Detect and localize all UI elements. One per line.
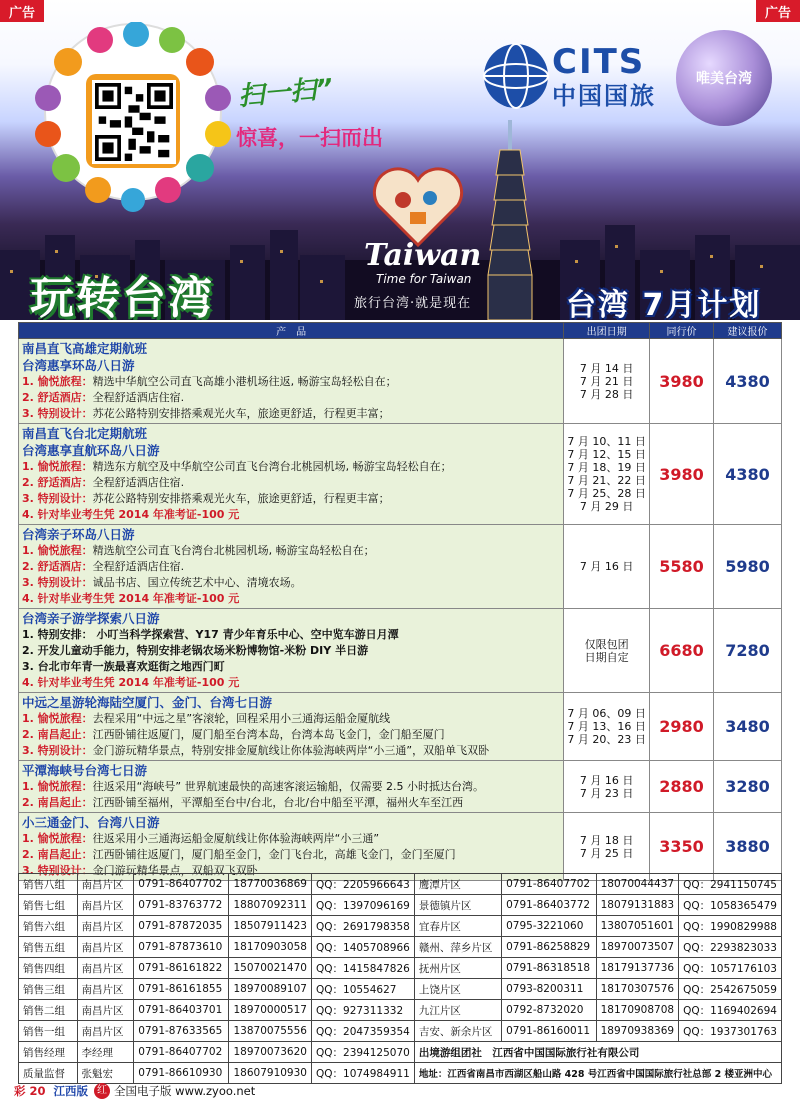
contact-cell: 0791-86403772	[502, 895, 596, 916]
product-detail	[22, 406, 560, 422]
contact-cell: 13870075556	[229, 1021, 312, 1042]
product-cell	[19, 609, 564, 693]
product-cell	[19, 761, 564, 813]
contact-cell: QQ：1405708966	[311, 937, 414, 958]
product-title: 南昌直飞台北定期航班	[22, 426, 148, 441]
contact-cell: 销售二组	[19, 1000, 78, 1021]
contact-cell: 鹰潭片区	[414, 874, 501, 895]
contact-cell: QQ：1169402694	[679, 1000, 782, 1021]
detail-text: 精选中华航空公司直飞高雄小港机场往返, 畅游宝岛轻松自在；	[92, 375, 397, 388]
july-plan-title: 台湾 7月计划	[566, 288, 762, 320]
contact-cell: 南昌片区	[77, 916, 134, 937]
manager-row	[19, 1063, 782, 1084]
qr-code[interactable]	[92, 80, 176, 164]
contact-table	[18, 873, 782, 1084]
departure-dates	[564, 761, 650, 813]
edition-label: 江西版	[53, 1084, 89, 1098]
peer-price: 5580	[650, 525, 714, 609]
header-product: 产 品	[19, 323, 564, 339]
detail-label: 2. 南昌起止：	[22, 728, 93, 741]
product-detail	[22, 847, 560, 863]
departure-date: 7 月 16 日	[579, 560, 634, 573]
product-cell	[19, 525, 564, 609]
detail-text: 精选航空公司直飞台湾台北桃园机场, 畅游宝岛轻松自在；	[92, 544, 375, 557]
publication-logo: 红	[94, 1083, 110, 1099]
detail-text: 金门游玩精华景点，特别安排金厦航线让你体验海峡两岸“小三通”，双船单飞双卧	[92, 744, 490, 757]
ad-tag-right: 广告	[756, 0, 800, 22]
detail-text: 苏花公路特别安排搭乘观光火车，旅途更舒适，行程更丰富；	[92, 407, 390, 420]
product-detail	[22, 795, 560, 811]
detail-label: 2. 舒适酒店：	[22, 391, 93, 404]
product-detail	[22, 743, 560, 759]
manager-cell: 质量监督	[19, 1063, 78, 1084]
product-title: 台湾惠享直航环岛八日游	[22, 443, 160, 458]
product-cell	[19, 693, 564, 761]
peer-price: 3980	[650, 339, 714, 424]
detail-label: 3. 特别设计：	[22, 492, 93, 505]
contact-cell: 吉安、新余片区	[414, 1021, 501, 1042]
product-row	[19, 424, 782, 525]
agency-name: 出境游组团社 江西省中国国际旅行社有限公司	[414, 1042, 781, 1063]
taiwan-tagline: Time for Taiwan	[376, 272, 472, 286]
product-title: 中远之星游轮海陆空厦门、金门、台湾七日游	[22, 695, 273, 710]
manager-cell: QQ：2394125070	[311, 1042, 414, 1063]
contact-cell: 15070021470	[229, 958, 312, 979]
contact-cell: 销售五组	[19, 937, 78, 958]
product-detail	[22, 659, 560, 675]
hero-banner	[0, 0, 800, 320]
contact-cell: 销售八组	[19, 874, 78, 895]
departure-dates	[564, 813, 650, 881]
contact-cell: QQ：1058365479	[679, 895, 782, 916]
beautiful-taiwan-badge: 唯美台湾	[676, 30, 772, 126]
contact-cell: 18179137736	[596, 958, 679, 979]
product-detail	[22, 575, 560, 591]
contact-cell: 0793-8200311	[502, 979, 596, 1000]
manager-cell: 18970073620	[229, 1042, 312, 1063]
agency-address: 地址：江西省南昌市西湖区船山路 428 号江西省中国国际旅行社总部 2 楼亚洲中心	[414, 1063, 781, 1084]
contact-cell: QQ：1057176103	[679, 958, 782, 979]
contact-cell: 抚州片区	[414, 958, 501, 979]
contact-cell: 0791-87873610	[134, 937, 229, 958]
contact-cell: 销售一组	[19, 1021, 78, 1042]
product-detail	[22, 727, 560, 743]
taipei-101-tower	[480, 120, 540, 320]
contact-cell: 18079131883	[596, 895, 679, 916]
detail-text: 江西卧铺往返厦门，厦门船至金门，金门飞台北，高雄飞金门，金门至厦门	[92, 848, 456, 861]
contact-cell: QQ：1937301763	[679, 1021, 782, 1042]
detail-text: 全程舒适酒店住宿.	[92, 476, 185, 489]
manager-cell: 张魁宏	[77, 1063, 134, 1084]
contact-cell: QQ：2047359354	[311, 1021, 414, 1042]
manager-cell: 18607910930	[229, 1063, 312, 1084]
contact-cell: QQ：927311332	[311, 1000, 414, 1021]
contact-cell: 南昌片区	[77, 958, 134, 979]
contact-cell: 销售四组	[19, 958, 78, 979]
contact-cell: QQ：1990829988	[679, 916, 782, 937]
manager-cell: 0791-86610930	[134, 1063, 229, 1084]
manager-cell: 李经理	[77, 1042, 134, 1063]
taiwan-heart-icon	[368, 160, 468, 250]
product-row	[19, 761, 782, 813]
suggested-price: 5980	[714, 525, 782, 609]
detail-label: 1. 愉悦旅程：	[22, 712, 93, 725]
detail-text: 金门游玩精华景点，双船双飞双卧	[92, 864, 258, 877]
suggested-price: 7280	[714, 609, 782, 693]
departure-date: 仅限包团	[584, 637, 629, 651]
departure-dates	[564, 525, 650, 609]
suggested-price: 3280	[714, 761, 782, 813]
detail-label: 4. 针对毕业考生凭 2014 年准考证-100 元	[22, 676, 240, 689]
contact-cell: 18970000517	[229, 1000, 312, 1021]
contact-cell: 0792-8732020	[502, 1000, 596, 1021]
detail-label: 2. 南昌起止：	[22, 848, 93, 861]
contact-cell: 18507911423	[229, 916, 312, 937]
contact-row	[19, 958, 782, 979]
contact-cell: 销售三组	[19, 979, 78, 1000]
detail-text: 全程舒适酒店住宿.	[92, 391, 185, 404]
contact-cell: 18170908708	[596, 1000, 679, 1021]
product-title: 小三通金门、台湾八日游	[22, 815, 160, 830]
detail-label: 3. 特别设计：	[22, 864, 93, 877]
detail-text: 往返采用“海峡号” 世界航速最快的高速客滚运输船，仅需要 2.5 小时抵达台湾。	[92, 780, 485, 793]
contact-cell: 13807051601	[596, 916, 679, 937]
page-number: 彩 20	[14, 1084, 46, 1098]
detail-text: 诚品书店、国立传统艺术中心、清境农场。	[92, 576, 302, 589]
contact-cell: 南昌片区	[77, 937, 134, 958]
product-title: 南昌直飞高雄定期航班	[22, 341, 148, 356]
peer-price: 2980	[650, 693, 714, 761]
header-date: 出团日期	[564, 323, 650, 339]
product-detail	[22, 675, 560, 691]
detail-text: 全程舒适酒店住宿.	[92, 560, 185, 573]
taiwan-wordmark: Taiwan	[364, 238, 482, 273]
contact-cell: 销售六组	[19, 916, 78, 937]
contact-cell: 九江片区	[414, 1000, 501, 1021]
product-cell	[19, 339, 564, 424]
header-peer-price: 同行价	[650, 323, 714, 339]
detail-label: 1. 愉悦旅程：	[22, 780, 93, 793]
product-title: 台湾亲子游学探索八日游	[22, 611, 160, 626]
product-table-header	[19, 323, 782, 339]
cits-logo-cn: 中国国旅	[552, 82, 656, 110]
product-cell	[19, 424, 564, 525]
manager-cell: QQ：1074984911	[311, 1063, 414, 1084]
contact-cell: 南昌片区	[77, 874, 134, 895]
contact-cell: 景德镇片区	[414, 895, 501, 916]
detail-label: 1. 愉悦旅程：	[22, 544, 93, 557]
contact-cell: 0795-3221060	[502, 916, 596, 937]
contact-cell: 0791-86161855	[134, 979, 229, 1000]
detail-label: 4. 针对毕业考生凭 2014 年准考证-100 元	[22, 508, 240, 521]
contact-row	[19, 895, 782, 916]
header-suggested-price: 建议报价	[714, 323, 782, 339]
product-row	[19, 339, 782, 424]
product-detail	[22, 390, 560, 406]
contact-cell: 销售七组	[19, 895, 78, 916]
departure-date: 7 月 25、28 日	[567, 487, 646, 500]
detail-label: 3. 特别设计：	[22, 407, 93, 420]
product-detail	[22, 779, 560, 795]
product-title: 台湾惠享环岛八日游	[22, 358, 135, 373]
product-row	[19, 813, 782, 881]
peer-price: 6680	[650, 609, 714, 693]
peer-price: 2880	[650, 761, 714, 813]
manager-cell: 0791-86407702	[134, 1042, 229, 1063]
detail-label: 1. 愉悦旅程：	[22, 460, 93, 473]
product-detail	[22, 591, 560, 607]
product-detail	[22, 459, 560, 475]
product-detail	[22, 507, 560, 523]
contact-row	[19, 937, 782, 958]
contact-row	[19, 979, 782, 1000]
departure-date: 7 月 16 日	[579, 773, 634, 787]
contact-cell: QQ：2941150745	[679, 874, 782, 895]
detail-label: 2. 舒适酒店：	[22, 560, 93, 573]
contact-cell: 南昌片区	[77, 895, 134, 916]
product-row	[19, 693, 782, 761]
manager-cell: 销售经理	[19, 1042, 78, 1063]
contact-row	[19, 874, 782, 895]
departure-date: 7 月 14 日	[579, 361, 634, 375]
manager-row	[19, 1042, 782, 1063]
departure-date: 7 月 18 日	[579, 833, 634, 847]
product-cell	[19, 813, 564, 881]
departure-date: 7 月 20、23 日	[567, 733, 646, 746]
contact-cell: 18807092311	[229, 895, 312, 916]
product-detail	[22, 831, 560, 847]
contact-cell: 18170307576	[596, 979, 679, 1000]
contact-row	[19, 1021, 782, 1042]
product-detail	[22, 559, 560, 575]
contact-cell: QQ：2205966643	[311, 874, 414, 895]
departure-date: 7 月 13、16 日	[567, 720, 646, 733]
contact-cell: 0791-86161822	[134, 958, 229, 979]
departure-dates	[564, 339, 650, 424]
contact-cell: 南昌片区	[77, 1021, 134, 1042]
contact-cell: 18070044437	[596, 874, 679, 895]
detail-text: 精选东方航空及中华航空公司直飞台湾台北桃园机场, 畅游宝岛轻松自在；	[92, 460, 452, 473]
contact-cell: 0791-86318518	[502, 958, 596, 979]
departure-date: 7 月 10、11 日	[567, 435, 646, 448]
detail-label: 3. 特别设计：	[22, 744, 93, 757]
product-table	[18, 322, 782, 881]
detail-label: 2. 舒适酒店：	[22, 476, 93, 489]
detail-text: 1. 特别安排： 小叮当科学探索营、Y17 青少年育乐中心、空中览车游日月潭	[22, 628, 399, 641]
contact-cell: QQ：1415847826	[311, 958, 414, 979]
detail-text: 江西卧铺往返厦门，厦门船至台湾本岛，台湾本岛飞金门，金门船至厦门	[92, 728, 445, 741]
product-row	[19, 609, 782, 693]
contact-cell: 0791-86407702	[134, 874, 229, 895]
detail-label: 1. 愉悦旅程：	[22, 375, 93, 388]
contact-row	[19, 1000, 782, 1021]
departure-date: 7 月 21、22 日	[567, 474, 646, 487]
contact-cell: 0791-86160011	[502, 1021, 596, 1042]
contact-cell: 18970089107	[229, 979, 312, 1000]
contact-cell: 0791-87633565	[134, 1021, 229, 1042]
product-detail	[22, 475, 560, 491]
ad-tag-left: 广告	[0, 0, 44, 22]
departure-date: 7 月 12、15 日	[567, 448, 646, 461]
cits-logo-en: CITS	[552, 42, 646, 82]
detail-text: 江西卧铺至福州，平潭船至台中/台北，台北/台中船至平潭，福州火车至江西	[92, 796, 464, 809]
product-title: 平潭海峡号台湾七日游	[22, 763, 148, 778]
surprise-slogan: 惊喜，一扫而出	[236, 126, 383, 150]
contact-cell: QQ：2542675059	[679, 979, 782, 1000]
detail-text: 去程采用“中远之星”客滚轮，回程采用小三通海运船金厦航线	[92, 712, 391, 725]
product-detail	[22, 491, 560, 507]
departure-date: 7 月 18、19 日	[567, 461, 646, 474]
departure-date: 7 月 29 日	[579, 500, 634, 513]
contact-cell: QQ：2293823033	[679, 937, 782, 958]
suggested-price: 4380	[714, 424, 782, 525]
scan-slogan: 扫一扫”	[237, 73, 335, 113]
departure-date: 7 月 28 日	[579, 387, 634, 401]
product-row	[19, 525, 782, 609]
departure-date: 7 月 23 日	[579, 786, 634, 800]
detail-label: 1. 愉悦旅程：	[22, 832, 93, 845]
contact-cell: 18770036869	[229, 874, 312, 895]
departure-dates	[564, 609, 650, 693]
contact-cell: 上饶片区	[414, 979, 501, 1000]
suggested-price: 3480	[714, 693, 782, 761]
contact-cell: 0791-86258829	[502, 937, 596, 958]
contact-row	[19, 916, 782, 937]
detail-text: 苏花公路特别安排搭乘观光火车，旅途更舒适，行程更丰富；	[92, 492, 390, 505]
contact-cell: QQ：10554627	[311, 979, 414, 1000]
contact-cell: QQ：1397096169	[311, 895, 414, 916]
contact-cell: 18170903058	[229, 937, 312, 958]
page-footer	[0, 1082, 800, 1100]
contact-cell: 0791-87872035	[134, 916, 229, 937]
contact-cell: 0791-83763772	[134, 895, 229, 916]
contact-cell: 南昌片区	[77, 979, 134, 1000]
detail-label: 2. 南昌起止：	[22, 796, 93, 809]
detail-label: 4. 针对毕业考生凭 2014 年准考证-100 元	[22, 592, 240, 605]
product-detail	[22, 627, 560, 643]
product-detail	[22, 711, 560, 727]
contact-cell: 宜春片区	[414, 916, 501, 937]
contact-cell: 18970938369	[596, 1021, 679, 1042]
product-title: 台湾亲子环岛八日游	[22, 527, 135, 542]
taiwan-slogan: 旅行台湾·就是现在	[354, 296, 472, 311]
play-taiwan-title: 玩转台湾	[30, 273, 214, 320]
departure-date: 7 月 06、09 日	[567, 707, 646, 720]
national-edition-link[interactable]: 全国电子版 www.zyoo.net	[114, 1084, 256, 1098]
contact-cell: 0791-86403701	[134, 1000, 229, 1021]
suggested-price: 4380	[714, 339, 782, 424]
contact-cell: 赣州、萍乡片区	[414, 937, 501, 958]
detail-text: 3. 台北市年青一族最喜欢逛街之地西门町	[22, 660, 225, 673]
detail-text: 2. 开发儿童动手能力，特别安排老锅农场米粉博物馆-米粉 DIY 半日游	[22, 644, 369, 657]
departure-dates	[564, 693, 650, 761]
departure-dates	[564, 424, 650, 525]
departure-date: 7 月 21 日	[579, 374, 634, 388]
contact-cell: 18970073507	[596, 937, 679, 958]
product-detail	[22, 643, 560, 659]
departure-date: 7 月 25 日	[579, 846, 634, 860]
product-detail	[22, 374, 560, 390]
peer-price: 3980	[650, 424, 714, 525]
detail-text: 往返采用小三通海运船金厦航线让你体验海峡两岸“小三通”	[92, 832, 380, 845]
contact-cell: QQ：2691798358	[311, 916, 414, 937]
departure-date: 日期自定	[584, 650, 629, 664]
detail-label: 3. 特别设计：	[22, 576, 93, 589]
contact-cell: 南昌片区	[77, 1000, 134, 1021]
suggested-price: 3880	[714, 813, 782, 881]
contact-cell: 0791-86407702	[502, 874, 596, 895]
peer-price: 3350	[650, 813, 714, 881]
product-detail	[22, 543, 560, 559]
